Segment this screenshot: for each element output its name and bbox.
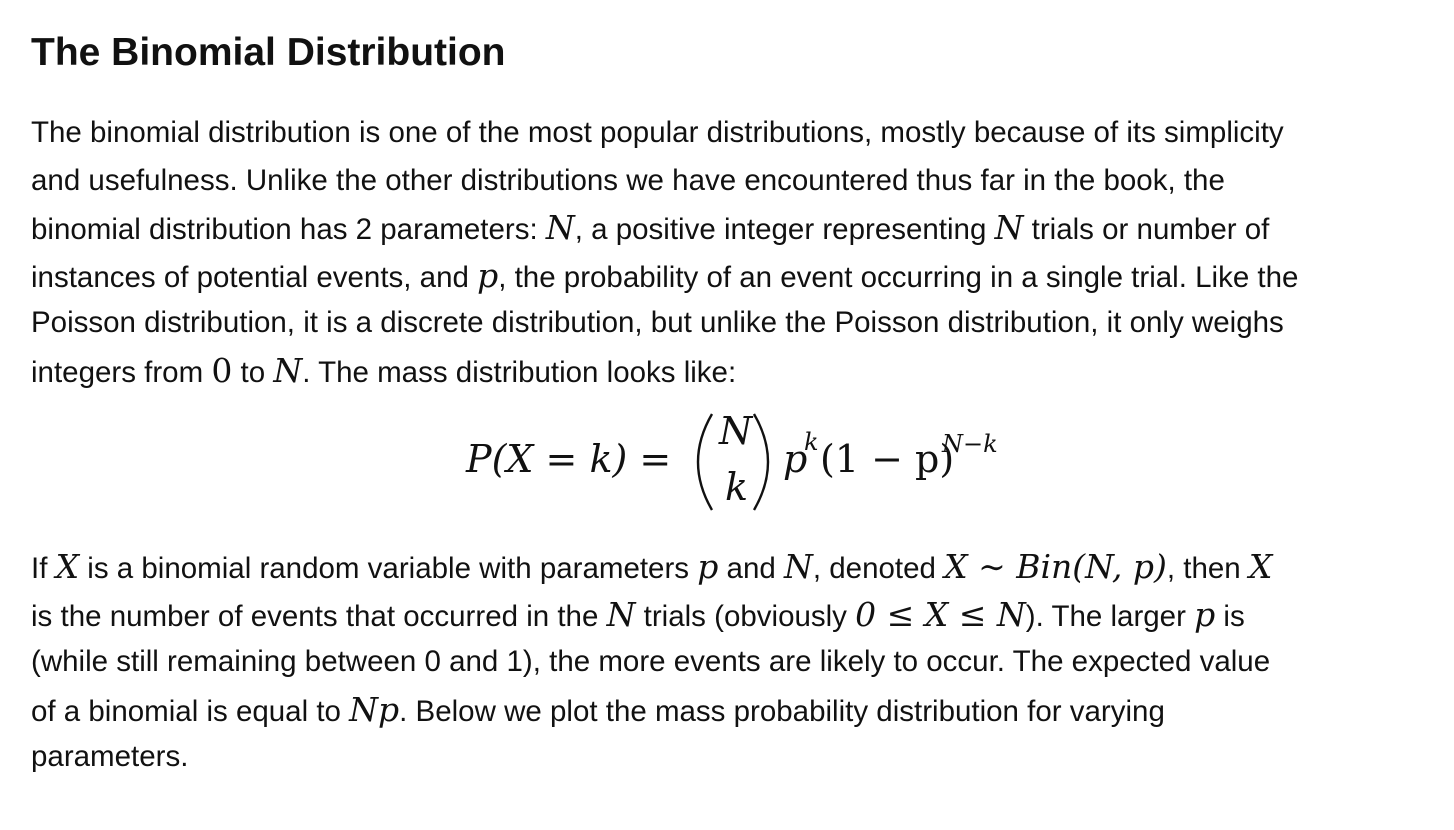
- math-var: N: [606, 594, 636, 634]
- text-line: [31, 733, 1451, 781]
- intro-paragraph: [31, 109, 1451, 394]
- text-run: to: [232, 355, 274, 389]
- text-run: parameters.: [31, 740, 189, 773]
- text-run: binomial distribution has 2 parameters:: [31, 213, 546, 246]
- text-run: . The mass distribution looks like:: [302, 355, 737, 389]
- math-var: N: [545, 208, 575, 247]
- text-run: If: [31, 552, 56, 585]
- text-run: is the number of events that occurred in the: [31, 599, 607, 633]
- formula-exp-k: k: [804, 428, 819, 456]
- text-run: The binomial distribution is one of the most popular distributions, mostly because of its simplicity: [31, 116, 1284, 149]
- formula-middle: (1 − p): [820, 437, 955, 481]
- math-var: p: [697, 547, 719, 586]
- binomial-pmf-formula: [0, 408, 1454, 518]
- math-expression: X ∼ Bin(N, p): [944, 547, 1167, 586]
- math-var: p: [1194, 594, 1216, 634]
- math-var: X: [55, 547, 80, 586]
- text-line: [31, 543, 1451, 591]
- page-title: The Binomial Distribution: [31, 31, 506, 74]
- text-run: ). The larger: [1025, 599, 1195, 633]
- text-run: (while still remaining between 0 and 1), the more events are likely to occur. The expected value: [31, 645, 1271, 678]
- text-run: , then: [1166, 552, 1249, 585]
- text-run: trials or number of: [1023, 213, 1270, 246]
- text-run: , the probability of an event occurring in a single trial. Like the: [498, 260, 1299, 294]
- text-line: [31, 347, 1451, 395]
- formula-p: p: [783, 437, 808, 481]
- text-line: [31, 299, 1451, 347]
- formula-svg: [0, 408, 1454, 518]
- binom-bottom: k: [725, 465, 749, 509]
- text-run: , a positive integer representing: [574, 213, 995, 246]
- math-number: 0: [211, 350, 233, 390]
- details-paragraph: [31, 543, 1451, 781]
- text-run: , denoted: [812, 552, 945, 585]
- text-run: Poisson distribution, it is a discrete distribution, but unlike the Poisson distribution, it only weighs: [31, 306, 1284, 339]
- formula-lhs: P(X = k) =: [466, 437, 672, 481]
- text-run: and usefulness. Unlike the other distributions we have encountered thus far in the book, the: [31, 163, 1225, 197]
- binom-top: N: [719, 409, 753, 453]
- text-run: . Below we plot the mass probability distribution for varying: [399, 694, 1165, 728]
- binom-right-paren: [754, 414, 768, 510]
- math-expression: Np: [349, 689, 400, 729]
- math-var: N: [273, 350, 303, 390]
- text-run: trials (obviously: [635, 599, 856, 633]
- text-line: [31, 638, 1451, 686]
- math-var: N: [994, 208, 1024, 247]
- text-line: [31, 591, 1451, 639]
- text-run: is: [1215, 599, 1245, 633]
- binom-left-paren: [698, 414, 712, 510]
- math-expression: 0 ≤ X ≤ N: [855, 594, 1026, 634]
- text-run: of a binomial is equal to: [31, 694, 350, 728]
- text-line: [31, 686, 1451, 734]
- text-line: [31, 204, 1451, 252]
- math-var: X: [1248, 547, 1273, 586]
- text-line: [31, 109, 1451, 157]
- formula-exp-nk: N−k: [942, 430, 998, 458]
- text-run: instances of potential events, and: [31, 260, 478, 294]
- math-var: p: [477, 255, 499, 295]
- text-run: and: [718, 552, 784, 585]
- text-line: [31, 157, 1451, 205]
- text-line: [31, 252, 1451, 300]
- math-var: N: [783, 547, 813, 586]
- text-run: is a binomial random variable with parameters: [79, 552, 698, 585]
- text-run: integers from: [31, 355, 212, 389]
